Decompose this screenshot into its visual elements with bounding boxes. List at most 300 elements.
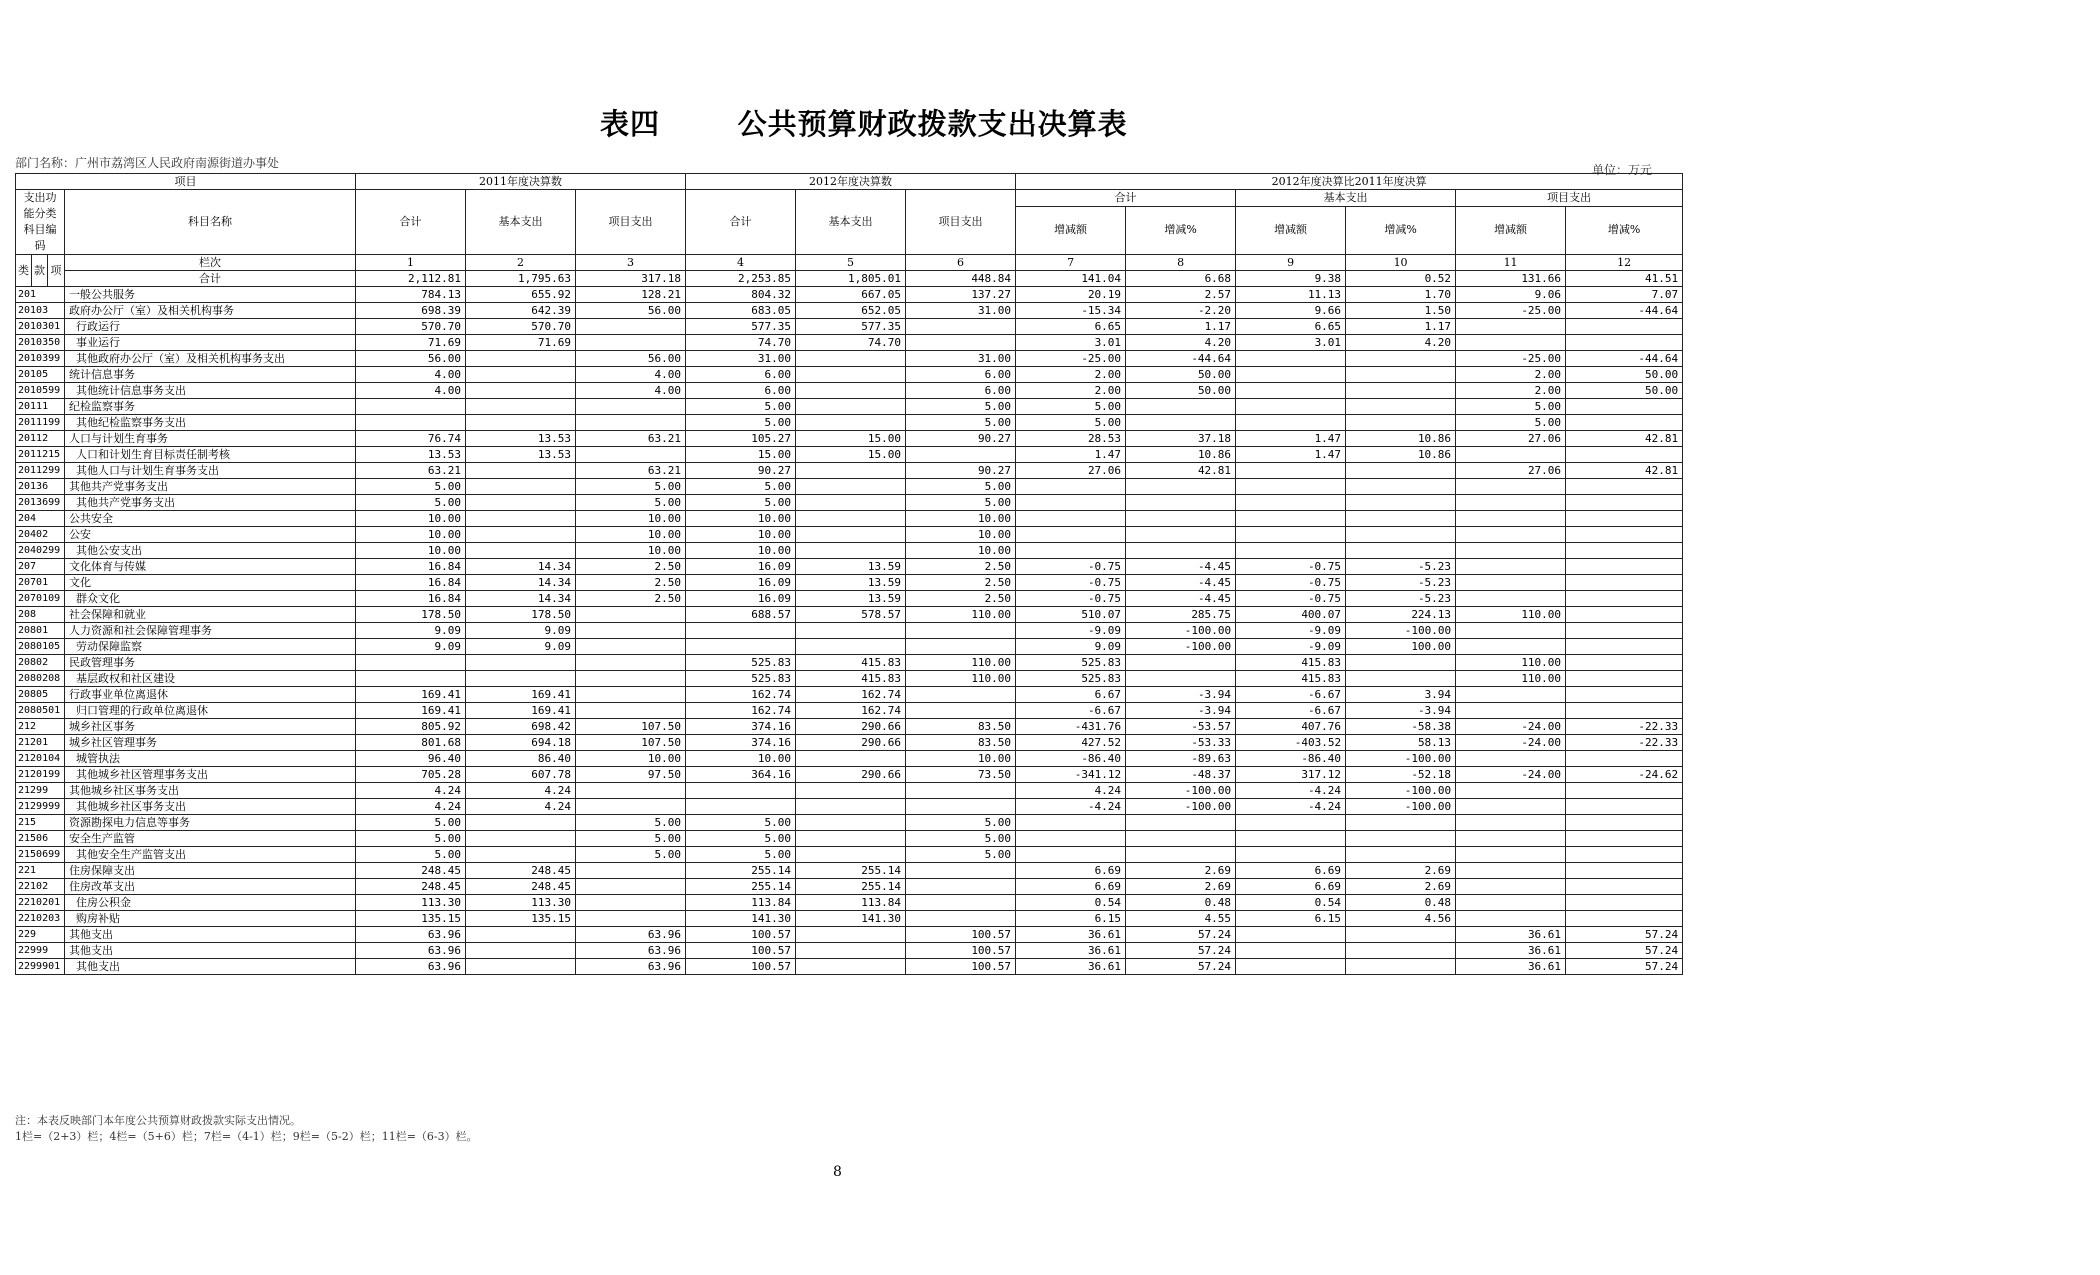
row-value: 3.94 <box>1346 687 1456 703</box>
row-value: -6.67 <box>1236 703 1346 719</box>
row-value: 10.86 <box>1346 447 1456 463</box>
row-value <box>1236 831 1346 847</box>
row-subject: 人口与计划生育事务 <box>65 431 356 447</box>
row-value <box>1566 623 1683 639</box>
row-value: 6.15 <box>1016 911 1126 927</box>
row-value <box>1456 575 1566 591</box>
row-value <box>1346 367 1456 383</box>
header-2012-total: 合计 <box>686 190 796 255</box>
row-value: 10.00 <box>576 751 686 767</box>
row-subject: 其他政府办公厅（室）及相关机构事务支出 <box>65 351 356 367</box>
row-value <box>1566 543 1683 559</box>
row-subject: 住房保障支出 <box>65 863 356 879</box>
row-subject: 住房公积金 <box>65 895 356 911</box>
row-value <box>796 399 906 415</box>
row-value: 5.00 <box>576 815 686 831</box>
row-value <box>1236 847 1346 863</box>
row-value: -4.24 <box>1016 799 1126 815</box>
table-row <box>16 943 1683 959</box>
table-row <box>16 847 1683 863</box>
row-value: 9.66 <box>1236 303 1346 319</box>
row-value: 9.06 <box>1456 287 1566 303</box>
col-num: 7 <box>1016 255 1126 271</box>
row-value: 2.50 <box>906 591 1016 607</box>
row-value <box>796 927 906 943</box>
row-value: 100.57 <box>906 927 1016 943</box>
row-value: 290.66 <box>796 767 906 783</box>
row-value: 655.92 <box>466 287 576 303</box>
row-value <box>1456 559 1566 575</box>
row-value: 0.48 <box>1346 895 1456 911</box>
row-value: -100.00 <box>1126 799 1236 815</box>
row-value: 31.00 <box>906 351 1016 367</box>
row-value <box>1346 511 1456 527</box>
row-value <box>356 415 466 431</box>
row-value: 525.83 <box>1016 671 1126 687</box>
row-value: 10.00 <box>356 511 466 527</box>
row-value: 290.66 <box>796 735 906 751</box>
table-body <box>16 287 1683 975</box>
row-value: -0.75 <box>1016 591 1126 607</box>
row-value <box>1566 751 1683 767</box>
row-value: 5.00 <box>1016 415 1126 431</box>
col-num: 8 <box>1126 255 1236 271</box>
row-value <box>1456 335 1566 351</box>
row-value: 4.00 <box>356 383 466 399</box>
row-value <box>1566 479 1683 495</box>
row-value: 16.09 <box>686 575 796 591</box>
row-value: 14.34 <box>466 575 576 591</box>
row-value <box>1456 687 1566 703</box>
row-value <box>1566 447 1683 463</box>
total-cell: 41.51 <box>1566 271 1683 287</box>
table-row <box>16 863 1683 879</box>
row-value <box>466 527 576 543</box>
row-value: 400.07 <box>1236 607 1346 623</box>
row-value: 248.45 <box>356 863 466 879</box>
row-value: 135.15 <box>466 911 576 927</box>
row-value <box>1566 655 1683 671</box>
row-value: 5.00 <box>906 847 1016 863</box>
row-value <box>1236 351 1346 367</box>
header-inc-pct: 增减% <box>1346 206 1456 255</box>
row-value <box>906 799 1016 815</box>
row-value <box>1456 527 1566 543</box>
row-value <box>1236 495 1346 511</box>
row-value: 13.59 <box>796 575 906 591</box>
row-value: 415.83 <box>1236 671 1346 687</box>
table-row <box>16 815 1683 831</box>
row-code: 2299901 <box>16 959 65 975</box>
table-row <box>16 879 1683 895</box>
row-value: 27.06 <box>1456 463 1566 479</box>
row-code: 215 <box>16 815 65 831</box>
row-value: 63.96 <box>356 943 466 959</box>
row-value: -0.75 <box>1016 559 1126 575</box>
row-value <box>576 655 686 671</box>
table-row <box>16 399 1683 415</box>
row-value <box>1016 511 1126 527</box>
row-value: 5.00 <box>1456 415 1566 431</box>
row-value: 10.00 <box>356 527 466 543</box>
row-value <box>796 847 906 863</box>
row-value: 1.47 <box>1016 447 1126 463</box>
row-value: 5.00 <box>686 815 796 831</box>
row-value <box>576 783 686 799</box>
row-code: 2120104 <box>16 751 65 767</box>
row-code: 2070109 <box>16 591 65 607</box>
row-value: -100.00 <box>1346 623 1456 639</box>
row-value: 694.18 <box>466 735 576 751</box>
row-value: 74.70 <box>796 335 906 351</box>
row-value <box>1566 591 1683 607</box>
row-value <box>1456 863 1566 879</box>
row-value: -9.09 <box>1236 639 1346 655</box>
row-code: 2011299 <box>16 463 65 479</box>
row-value: 415.83 <box>796 655 906 671</box>
row-value: -25.00 <box>1456 351 1566 367</box>
row-value: 0.54 <box>1236 895 1346 911</box>
row-value <box>796 415 906 431</box>
header-code: 支出功能分类科目编码 <box>16 190 65 255</box>
row-value: 415.83 <box>1236 655 1346 671</box>
row-value <box>1346 527 1456 543</box>
row-value: 10.86 <box>1346 431 1456 447</box>
row-value: -4.24 <box>1236 799 1346 815</box>
row-subject: 城管执法 <box>65 751 356 767</box>
header-2011-basic: 基本支出 <box>466 190 576 255</box>
row-value: 90.27 <box>686 463 796 479</box>
row-value: 10.00 <box>686 751 796 767</box>
row-value: 83.50 <box>906 735 1016 751</box>
row-value: 169.41 <box>466 703 576 719</box>
row-value: 57.24 <box>1126 959 1236 975</box>
table-row <box>16 927 1683 943</box>
row-value: -0.75 <box>1236 591 1346 607</box>
row-value: 4.24 <box>1016 783 1126 799</box>
row-value <box>796 799 906 815</box>
row-value: 427.52 <box>1016 735 1126 751</box>
row-value: 9.09 <box>356 639 466 655</box>
row-value: -53.33 <box>1126 735 1236 751</box>
row-value: -4.45 <box>1126 591 1236 607</box>
row-value: -100.00 <box>1126 783 1236 799</box>
row-value <box>466 831 576 847</box>
row-value <box>466 959 576 975</box>
row-value: 96.40 <box>356 751 466 767</box>
row-value: 63.21 <box>576 431 686 447</box>
row-value: -22.33 <box>1566 719 1683 735</box>
row-value: -403.52 <box>1236 735 1346 751</box>
row-value <box>686 623 796 639</box>
row-value: -0.75 <box>1236 559 1346 575</box>
row-value: -100.00 <box>1346 783 1456 799</box>
row-value <box>1126 543 1236 559</box>
header-cmp-proj: 项目支出 <box>1456 190 1683 207</box>
row-value: 110.00 <box>906 655 1016 671</box>
row-value: -44.64 <box>1566 351 1683 367</box>
row-value: 5.00 <box>686 495 796 511</box>
row-value <box>1566 607 1683 623</box>
header-2011-total: 合计 <box>356 190 466 255</box>
row-value <box>796 639 906 655</box>
row-code: 20701 <box>16 575 65 591</box>
footnote <box>15 1113 478 1145</box>
row-value: 4.00 <box>576 383 686 399</box>
row-value: 570.70 <box>466 319 576 335</box>
footnote-line: 1栏=（2+3）栏；4栏=（5+6）栏；7栏=（4-1）栏；9栏=（5-2）栏；11栏=（6-3）栏。 <box>15 1130 478 1143</box>
table-row <box>16 287 1683 303</box>
row-value: 6.65 <box>1236 319 1346 335</box>
row-value <box>1456 591 1566 607</box>
row-value <box>1456 847 1566 863</box>
row-value <box>466 383 576 399</box>
row-value <box>1346 399 1456 415</box>
row-subject: 公共安全 <box>65 511 356 527</box>
col-num: 3 <box>576 255 686 271</box>
row-value: 2.69 <box>1346 879 1456 895</box>
row-value: 6.67 <box>1016 687 1126 703</box>
row-value: 162.74 <box>686 687 796 703</box>
row-value: 698.39 <box>356 303 466 319</box>
row-value: 4.00 <box>356 367 466 383</box>
total-cell: 2,112.81 <box>356 271 466 287</box>
table-row <box>16 303 1683 319</box>
table-row <box>16 415 1683 431</box>
row-value <box>1126 415 1236 431</box>
row-value: 285.75 <box>1126 607 1236 623</box>
row-value: 169.41 <box>356 687 466 703</box>
row-value: 3.01 <box>1016 335 1126 351</box>
row-value <box>466 399 576 415</box>
row-value <box>1236 383 1346 399</box>
page-number: 8 <box>833 1164 842 1180</box>
row-value: 577.35 <box>686 319 796 335</box>
header-2011-proj: 项目支出 <box>576 190 686 255</box>
row-value: 113.30 <box>356 895 466 911</box>
row-value <box>796 383 906 399</box>
table-row <box>16 479 1683 495</box>
row-value <box>1346 655 1456 671</box>
table-row <box>16 911 1683 927</box>
row-value: -3.94 <box>1126 703 1236 719</box>
row-value: 16.09 <box>686 591 796 607</box>
row-value: 415.83 <box>796 671 906 687</box>
row-value <box>906 895 1016 911</box>
row-subject: 其他城乡社区事务支出 <box>65 783 356 799</box>
row-value: 27.06 <box>1456 431 1566 447</box>
row-value: 90.27 <box>906 431 1016 447</box>
row-value: 652.05 <box>796 303 906 319</box>
row-value: -5.23 <box>1346 591 1456 607</box>
header-2011: 2011年度决算数 <box>356 174 686 190</box>
row-value: 698.42 <box>466 719 576 735</box>
row-value: 570.70 <box>356 319 466 335</box>
row-value: 10.00 <box>906 511 1016 527</box>
table-row <box>16 623 1683 639</box>
row-value: 525.83 <box>1016 655 1126 671</box>
row-value <box>576 703 686 719</box>
header-inc-amt: 增减额 <box>1016 206 1126 255</box>
row-value <box>1236 543 1346 559</box>
row-value <box>1566 847 1683 863</box>
row-value: -48.37 <box>1126 767 1236 783</box>
total-cell: 2,253.85 <box>686 271 796 287</box>
row-value: 1.17 <box>1126 319 1236 335</box>
table-row <box>16 351 1683 367</box>
row-value <box>1456 815 1566 831</box>
row-value: 255.14 <box>796 863 906 879</box>
row-value: 100.57 <box>686 927 796 943</box>
row-subject: 文化体育与传媒 <box>65 559 356 575</box>
row-value: 2.69 <box>1346 863 1456 879</box>
unit-label: 单位：万元 <box>1592 163 1653 177</box>
row-value: 50.00 <box>1566 383 1683 399</box>
row-value: -100.00 <box>1346 799 1456 815</box>
row-value: 28.53 <box>1016 431 1126 447</box>
table-row <box>16 831 1683 847</box>
row-value: 10.00 <box>356 543 466 559</box>
row-value <box>1236 943 1346 959</box>
row-value: 6.69 <box>1016 863 1126 879</box>
row-value <box>796 479 906 495</box>
row-value: 169.41 <box>356 703 466 719</box>
row-value <box>906 623 1016 639</box>
row-value <box>576 863 686 879</box>
row-value <box>906 335 1016 351</box>
row-value: -9.09 <box>1016 623 1126 639</box>
row-subject: 城乡社区管理事务 <box>65 735 356 751</box>
row-value: 113.30 <box>466 895 576 911</box>
row-value <box>1016 495 1126 511</box>
row-value: 63.96 <box>576 943 686 959</box>
row-value <box>906 911 1016 927</box>
row-value: 71.69 <box>356 335 466 351</box>
row-value <box>1126 495 1236 511</box>
row-value: 113.84 <box>796 895 906 911</box>
row-value: 5.00 <box>576 847 686 863</box>
header-cmp-total: 合计 <box>1016 190 1236 207</box>
table-row <box>16 799 1683 815</box>
row-value <box>1126 831 1236 847</box>
row-value: 10.00 <box>906 527 1016 543</box>
row-subject: 购房补贴 <box>65 911 356 927</box>
row-subject: 资源勘探电力信息等事务 <box>65 815 356 831</box>
row-value: 2.00 <box>1456 383 1566 399</box>
row-value: 407.76 <box>1236 719 1346 735</box>
row-value: 178.50 <box>356 607 466 623</box>
row-value <box>576 879 686 895</box>
col-num: 9 <box>1236 255 1346 271</box>
row-value <box>1236 399 1346 415</box>
row-value <box>1236 959 1346 975</box>
row-value: 141.30 <box>796 911 906 927</box>
row-value: 27.06 <box>1016 463 1126 479</box>
row-value: 9.09 <box>1016 639 1126 655</box>
row-value: 31.00 <box>906 303 1016 319</box>
row-value: 374.16 <box>686 719 796 735</box>
row-value <box>576 607 686 623</box>
row-value <box>466 815 576 831</box>
row-code: 208 <box>16 607 65 623</box>
row-value <box>1236 511 1346 527</box>
table-row <box>16 639 1683 655</box>
row-value: -25.00 <box>1016 351 1126 367</box>
row-value: 57.24 <box>1566 943 1683 959</box>
row-value: 50.00 <box>1126 383 1236 399</box>
row-value <box>1346 943 1456 959</box>
table-row <box>16 655 1683 671</box>
row-value <box>906 703 1016 719</box>
row-value <box>576 399 686 415</box>
row-value <box>1016 479 1126 495</box>
row-value: 525.83 <box>686 671 796 687</box>
row-value: 10.00 <box>906 543 1016 559</box>
row-value: 36.61 <box>1016 943 1126 959</box>
row-value <box>1126 399 1236 415</box>
row-code: 2210201 <box>16 895 65 911</box>
row-value <box>906 783 1016 799</box>
row-value: -6.67 <box>1016 703 1126 719</box>
row-value: -341.12 <box>1016 767 1126 783</box>
row-value <box>1346 671 1456 687</box>
row-value <box>1566 495 1683 511</box>
row-value <box>1346 815 1456 831</box>
row-value <box>1456 895 1566 911</box>
row-value <box>796 367 906 383</box>
header-comparison: 2012年度决算比2011年度决算 <box>1016 174 1683 190</box>
col-num: 5 <box>796 255 906 271</box>
row-value: 4.56 <box>1346 911 1456 927</box>
row-value: 57.24 <box>1126 943 1236 959</box>
row-value: -25.00 <box>1456 303 1566 319</box>
row-subject: 归口管理的行政单位离退休 <box>65 703 356 719</box>
header-inc-amt: 增减额 <box>1236 206 1346 255</box>
row-value <box>576 671 686 687</box>
row-value: -24.62 <box>1566 767 1683 783</box>
row-value: 63.96 <box>356 927 466 943</box>
row-subject: 其他纪检监察事务支出 <box>65 415 356 431</box>
row-value <box>1566 511 1683 527</box>
row-code: 20103 <box>16 303 65 319</box>
row-code: 22999 <box>16 943 65 959</box>
table-row <box>16 591 1683 607</box>
row-value: 2.50 <box>576 591 686 607</box>
row-value: 100.57 <box>686 959 796 975</box>
row-value <box>1126 655 1236 671</box>
row-value: -86.40 <box>1016 751 1126 767</box>
row-value: 5.00 <box>906 495 1016 511</box>
header-inc-pct: 增减% <box>1126 206 1236 255</box>
header-kuan: 款 <box>32 255 48 287</box>
row-value: -44.64 <box>1566 303 1683 319</box>
row-value: 11.13 <box>1236 287 1346 303</box>
row-value <box>1346 463 1456 479</box>
row-value <box>466 671 576 687</box>
row-code: 2013699 <box>16 495 65 511</box>
header-lei: 类 <box>16 255 32 287</box>
row-value: 10.00 <box>576 527 686 543</box>
row-subject: 安全生产监管 <box>65 831 356 847</box>
row-value <box>686 799 796 815</box>
row-value: 2.00 <box>1016 367 1126 383</box>
row-value: 705.28 <box>356 767 466 783</box>
row-value: 5.00 <box>906 831 1016 847</box>
row-subject: 住房改革支出 <box>65 879 356 895</box>
row-value <box>1346 927 1456 943</box>
row-value <box>1016 543 1126 559</box>
row-value <box>686 783 796 799</box>
